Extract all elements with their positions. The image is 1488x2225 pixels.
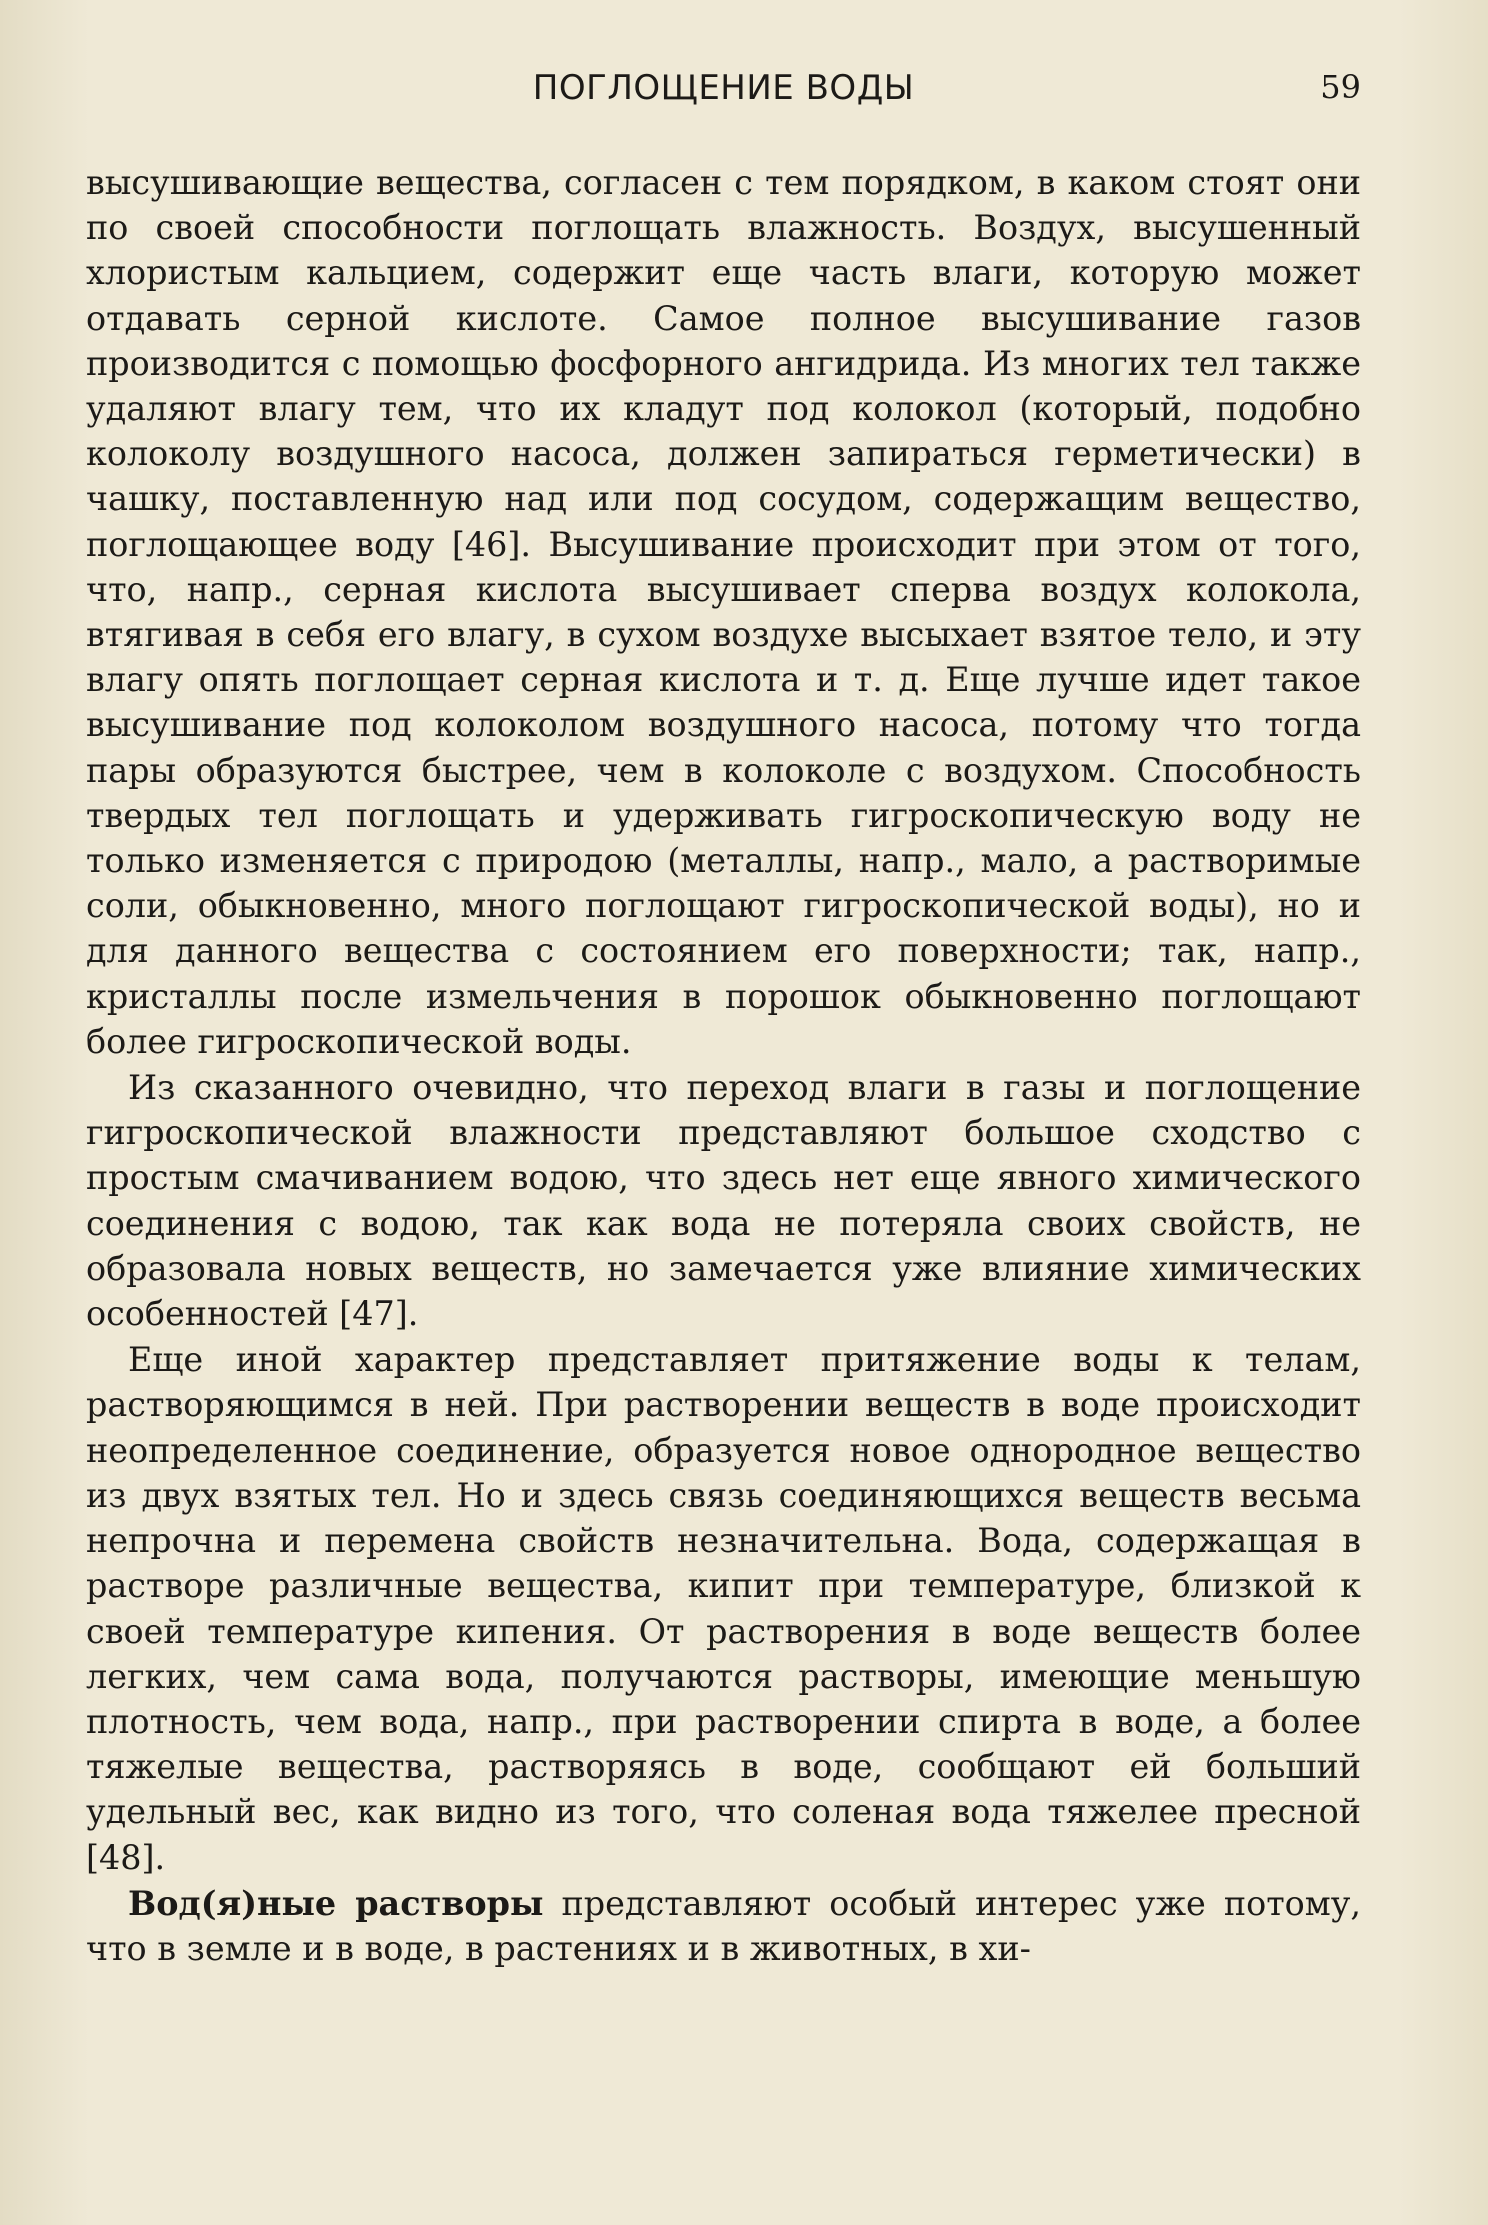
bold-term: Вод(я)ные растворы: [128, 1883, 544, 1923]
page-number: 59: [1320, 68, 1361, 106]
paragraph-3: Еще иной характер представляет притяжение воды к телам, растворяющимся в ней. При растворении веществ в воде происходит неопределенное соединение, образуется новое однородное вещество из двух взятых тел. Но и здесь связь соединяющихся веществ весьма непрочна и перемена свойств незначительна. Вода, содержащая в растворе различные вещества, кипит при температуре, близкой к своей температуре кипения. От растворения в воде веществ более легких, чем сама вода, получаются растворы, имеющие меньшую плотность, чем вода, напр., при растворении спирта в воде, а более тяжелые вещества, растворяясь в воде, сообщают ей больший удельный вес, как видно из того, что соленая вода тяжелее пресной [48].: [86, 1340, 1361, 1877]
paragraph-4-text: представляют особый интерес уже потому, что в земле и в воде, в растениях и в животных, в хи-: [86, 1883, 1361, 1968]
page-header: [86, 68, 1361, 118]
paragraph-1: высушивающие вещества, согласен с тем порядком, в каком стоят они по своей способности поглощать влажность. Воздух, высушенный хлористым кальцием, содержит еще часть влаги, которую может отдавать серной кислоте. Самое полное высушивание газов производится с помощью фосфорного ангидрида. Из многих тел также удаляют влагу тем, что их кладут под колокол (который, подобно колоколу воздушного насоса, должен запираться герметически) в чашку, поставленную над или под сосудом, содержащим вещество, поглощающее воду [46]. Высушивание происходит при этом от того, что, напр., серная кислота высушивает сперва воздух колокола, втягивая в себя его влагу, в сухом воздухе высыхает взятое тело, и эту влагу опять поглощает серная кислота и т. д. Еще лучше идет такое высушивание под колоколом воздушного насоса, потому что тогда пары образуются быстрее, чем в колоколе с воздухом. Способность твердых тел поглощать и удерживать гигроскопическую воду не только изменяется с природою (металлы, напр., мало, а растворимые соли, обыкновенно, много поглощают гигроскопической воды), но и для данного вещества с состоянием его поверхности; так, напр., кристаллы после измельчения в порошок обыкновенно поглощают более гигроскопической воды.: [86, 163, 1361, 1061]
paragraph-4: [86, 1881, 1361, 1971]
running-title: ПОГЛОЩЕНИЕ ВОДЫ: [532, 68, 915, 108]
paragraph-2: Из сказанного очевидно, что переход влаги в газы и поглощение гигроскопической влажности представляют большое сходство с простым смачиванием водою, что здесь нет еще явного химического соединения с водою, так как вода не потеряла своих свойств, не образовала новых веществ, но замечается уже влияние химических особенностей [47].: [86, 1068, 1361, 1334]
body-text: [86, 160, 1361, 1971]
